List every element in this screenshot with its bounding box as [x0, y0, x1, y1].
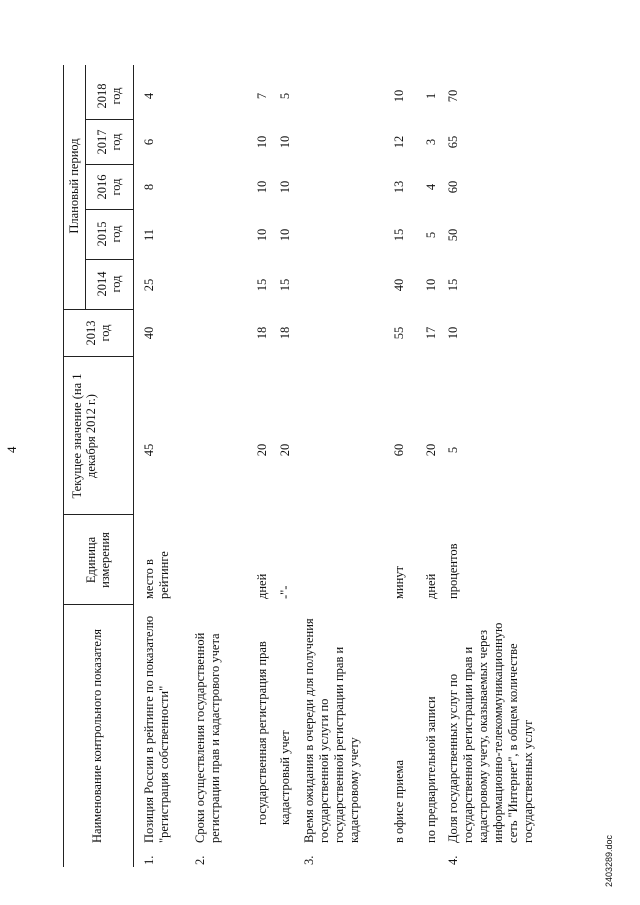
- header-2017: 2017 год: [95, 129, 123, 155]
- header-2013: 2013 год: [84, 320, 112, 346]
- row-2013: 40: [142, 326, 156, 340]
- row-2016: 60: [446, 180, 460, 194]
- row-2017: 6: [142, 138, 156, 146]
- row-2014: 15: [255, 278, 269, 292]
- row-number: 1.: [142, 855, 156, 865]
- row-2013: 55: [392, 326, 406, 340]
- header-current: Текущее значение (на 1 декабря 2012 г.): [70, 373, 98, 499]
- row-2017: 65: [446, 135, 460, 149]
- header-bottom-rule: [133, 65, 134, 867]
- row-number: 2.: [193, 855, 207, 865]
- header-name: Наименование контрольного показателя: [90, 629, 104, 843]
- row-2015: 50: [446, 228, 460, 242]
- row-unit: процентов: [446, 543, 460, 599]
- row-2016: 8: [142, 183, 156, 191]
- row-name: государственная регистрация прав: [255, 641, 269, 825]
- row-unit: -"-: [278, 585, 292, 599]
- header-2018: 2018 год: [95, 83, 123, 109]
- row-2016: 4: [424, 183, 438, 191]
- column-rule: [63, 309, 133, 310]
- row-2017: 10: [278, 135, 292, 149]
- column-rule: [63, 514, 133, 515]
- row-current: 20: [424, 443, 438, 457]
- row-current: 45: [142, 443, 156, 457]
- row-2018: 70: [446, 89, 460, 103]
- row-2013: 18: [278, 326, 292, 340]
- row-2015: 5: [424, 231, 438, 239]
- row-2018: 4: [142, 92, 156, 100]
- row-name: Доля государственных услуг по государственной регистрации прав и кадастровому учету, оказываемых через информационно-телекоммуникационную сеть "Интернет", в общем количестве государственных услуг: [446, 622, 535, 843]
- column-rule: [63, 604, 133, 605]
- row-2014: 15: [446, 278, 460, 292]
- row-name: в офисе приема: [392, 760, 406, 843]
- row-2017: 12: [392, 135, 406, 149]
- row-current: 60: [392, 443, 406, 457]
- row-2013: 17: [424, 326, 438, 340]
- row-2016: 13: [392, 180, 406, 194]
- row-number: 3.: [302, 855, 316, 865]
- column-rule: [85, 209, 133, 210]
- table-top-rule: [63, 65, 64, 867]
- row-number: 4.: [446, 855, 460, 865]
- row-current: 20: [255, 443, 269, 457]
- row-2017: 10: [255, 135, 269, 149]
- header-2014: 2014 год: [95, 271, 123, 297]
- row-2018: 5: [278, 92, 292, 100]
- row-2013: 10: [446, 326, 460, 340]
- row-name: Сроки осуществления государственной регистрации прав и кадастрового учета: [193, 632, 222, 843]
- row-unit: минут: [392, 565, 406, 599]
- row-2014: 10: [424, 278, 438, 292]
- column-rule: [85, 119, 133, 120]
- row-2017: 3: [424, 138, 438, 146]
- row-2015: 10: [255, 228, 269, 242]
- planned-period-rule: [85, 65, 86, 310]
- page-number: 4: [4, 446, 19, 453]
- column-rule: [63, 356, 133, 357]
- row-2013: 18: [255, 326, 269, 340]
- header-unit: Единица измерения: [84, 532, 112, 588]
- row-unit: дней: [255, 573, 269, 599]
- row-current: 5: [446, 446, 460, 454]
- row-unit: место в рейтинге: [142, 551, 171, 599]
- column-rule: [85, 259, 133, 260]
- row-unit: дней: [424, 573, 438, 599]
- row-name: по предварительной записи: [424, 696, 438, 843]
- row-2014: 25: [142, 278, 156, 292]
- column-rule: [85, 164, 133, 165]
- row-name: Время ожидания в очереди для получения государственной услуги по государственной регистрации прав и кадастровому учету: [302, 618, 361, 843]
- row-current: 20: [278, 443, 292, 457]
- header-2016: 2016 год: [95, 174, 123, 200]
- row-2018: 10: [392, 89, 406, 103]
- row-2018: 7: [255, 92, 269, 100]
- header-planned-period: Плановый период: [67, 138, 81, 234]
- row-2015: 15: [392, 228, 406, 242]
- row-2014: 15: [278, 278, 292, 292]
- row-2015: 10: [278, 228, 292, 242]
- row-2016: 10: [255, 180, 269, 194]
- row-2016: 10: [278, 180, 292, 194]
- row-name: кадастровый учет: [278, 730, 292, 825]
- footer-file-id: 2403289.doc: [604, 834, 614, 887]
- header-2015: 2015 год: [95, 221, 123, 247]
- row-name: Позиция России в рейтинге по показателю "регистрация собственности": [142, 615, 171, 843]
- row-2014: 40: [392, 278, 406, 292]
- row-2018: 1: [424, 92, 438, 100]
- row-2015: 11: [142, 228, 156, 242]
